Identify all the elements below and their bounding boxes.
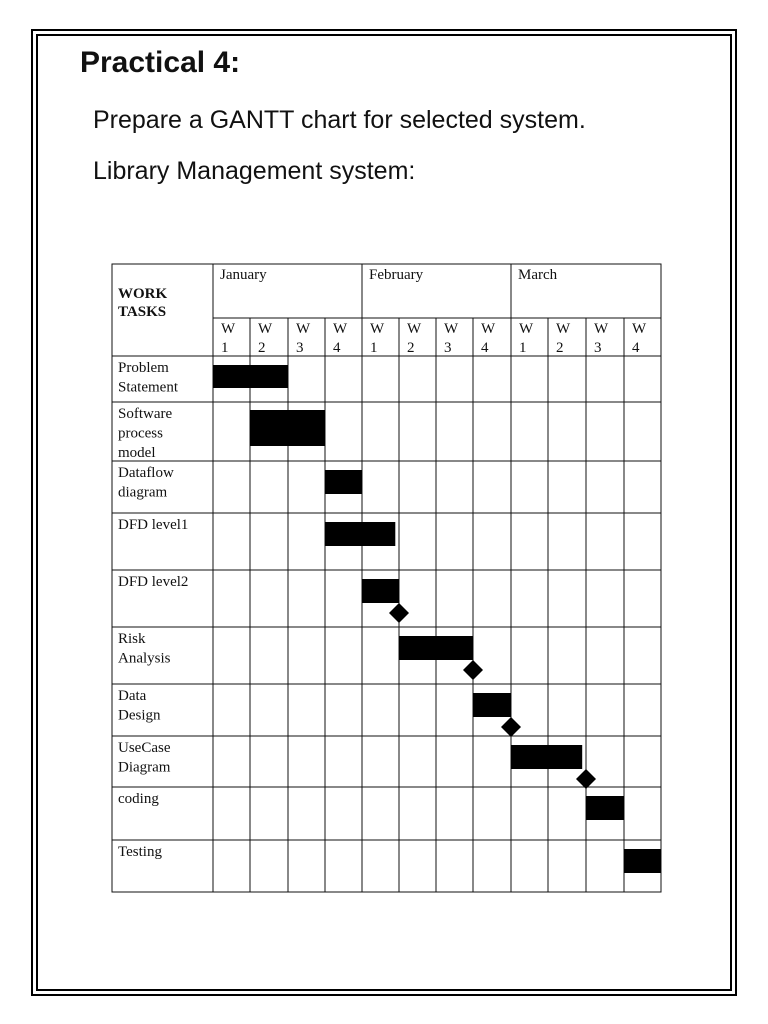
week-number-label: 1 bbox=[221, 340, 229, 356]
week-letter-label: W bbox=[258, 321, 273, 337]
week-number-label: 4 bbox=[333, 340, 341, 356]
task-label-2-line: diagram bbox=[118, 484, 168, 501]
task-label-6-line: Design bbox=[118, 707, 161, 724]
month-label-january: January bbox=[220, 267, 267, 283]
work-tasks-header-line: TASKS bbox=[118, 304, 167, 320]
gantt-table-border bbox=[112, 264, 661, 892]
week-letter-label: W bbox=[221, 321, 236, 337]
week-number-label: 1 bbox=[370, 340, 378, 356]
week-letter-label: W bbox=[333, 321, 348, 337]
task-label-1-line: process bbox=[118, 425, 163, 442]
task-label-7-line: Diagram bbox=[118, 759, 171, 776]
week-letter-label: W bbox=[556, 321, 571, 337]
week-number-label: 3 bbox=[444, 340, 452, 356]
task-description: Prepare a GANTT chart for selected system. bbox=[93, 106, 586, 134]
milestone-diamond bbox=[501, 717, 521, 737]
task-bar bbox=[325, 470, 362, 494]
month-label-march: March bbox=[518, 267, 558, 283]
task-label-5-line: Analysis bbox=[118, 650, 171, 667]
task-bar bbox=[250, 410, 325, 446]
practical-title: Practical 4: bbox=[80, 46, 241, 79]
task-bar bbox=[511, 745, 582, 769]
task-label-7-line: UseCase bbox=[118, 740, 171, 756]
milestone-diamond bbox=[576, 769, 596, 789]
week-letter-label: W bbox=[594, 321, 609, 337]
task-bar bbox=[399, 636, 473, 660]
week-number-label: 2 bbox=[407, 340, 415, 356]
week-number-label: 1 bbox=[519, 340, 527, 356]
week-number-label: 3 bbox=[594, 340, 602, 356]
task-bar bbox=[213, 365, 288, 388]
milestone-diamond bbox=[463, 660, 483, 680]
week-letter-label: W bbox=[481, 321, 496, 337]
task-bar bbox=[473, 693, 511, 717]
task-label-1-line: Software bbox=[118, 406, 173, 422]
task-label-0-line: Statement bbox=[118, 379, 178, 396]
task-label-2-line: Dataflow bbox=[118, 465, 174, 481]
milestone-diamond bbox=[389, 603, 409, 623]
week-number-label: 2 bbox=[258, 340, 266, 356]
week-letter-label: W bbox=[370, 321, 385, 337]
task-label-1-line: model bbox=[118, 445, 156, 461]
week-letter-label: W bbox=[296, 321, 311, 337]
task-bar bbox=[362, 579, 399, 603]
task-label-9-line: Testing bbox=[118, 844, 162, 860]
task-label-0-line: Problem bbox=[118, 360, 169, 376]
week-letter-label: W bbox=[444, 321, 459, 337]
task-label-3-line: DFD level1 bbox=[118, 517, 189, 533]
week-number-label: 2 bbox=[556, 340, 564, 356]
task-label-6-line: Data bbox=[118, 688, 147, 704]
task-bar bbox=[624, 849, 661, 873]
week-letter-label: W bbox=[632, 321, 647, 337]
week-number-label: 4 bbox=[481, 340, 489, 356]
task-label-4-line: DFD level2 bbox=[118, 574, 189, 590]
task-label-5-line: Risk bbox=[118, 631, 146, 647]
task-bar bbox=[586, 796, 624, 820]
week-letter-label: W bbox=[407, 321, 422, 337]
task-label-8-line: coding bbox=[118, 791, 159, 807]
week-number-label: 3 bbox=[296, 340, 304, 356]
work-tasks-header-line: WORK bbox=[118, 286, 168, 302]
month-label-february: February bbox=[369, 267, 424, 283]
task-bar bbox=[325, 522, 395, 546]
week-letter-label: W bbox=[519, 321, 534, 337]
system-label: Library Management system: bbox=[93, 157, 416, 185]
week-number-label: 4 bbox=[632, 340, 640, 356]
